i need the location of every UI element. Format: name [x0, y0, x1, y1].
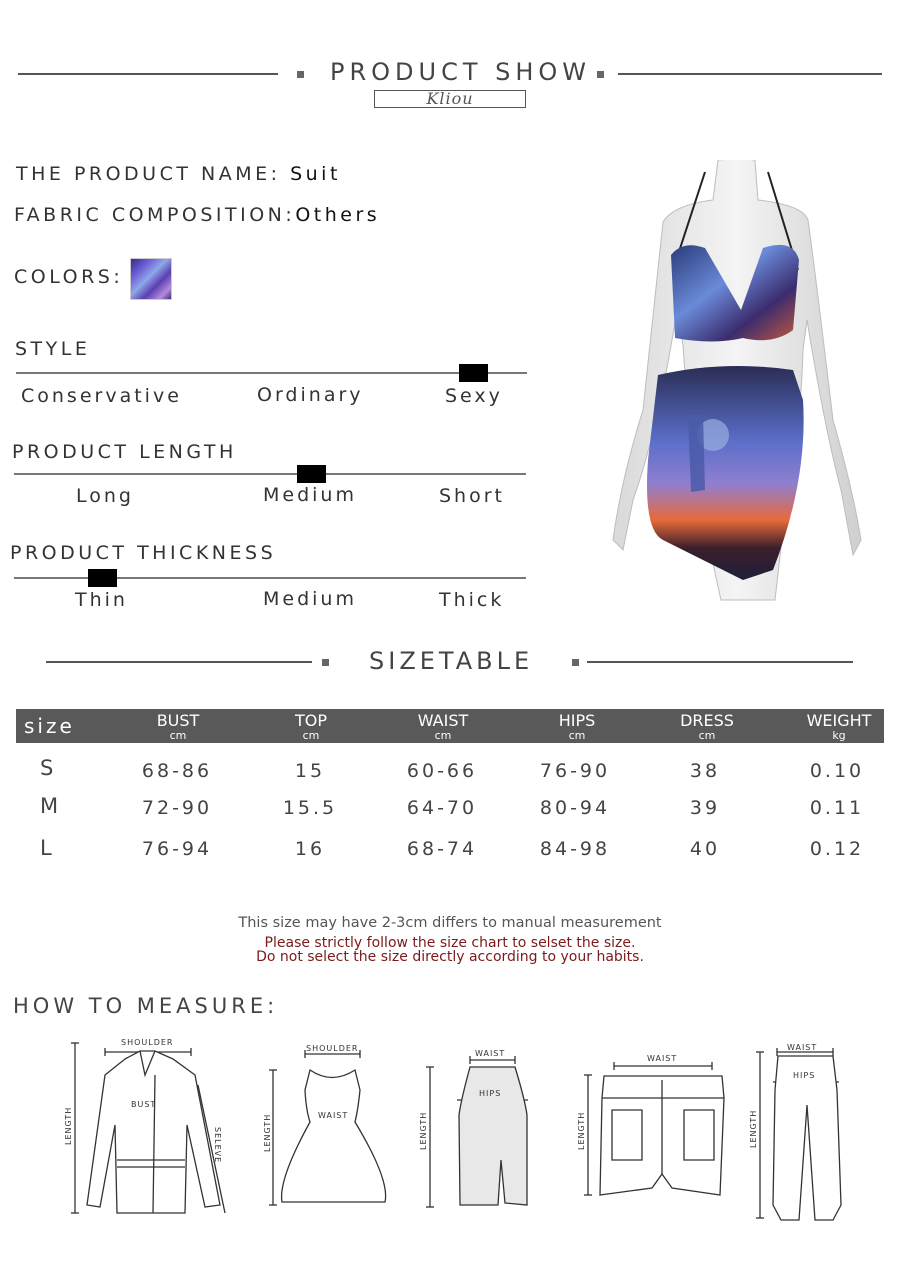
sizetable-dot-right [572, 659, 579, 666]
jacket-sleeve-label: SELEVE [213, 1127, 222, 1164]
skirt-length-label: LENGTH [419, 1111, 428, 1150]
column-header-waist: WAIST cm [417, 711, 469, 742]
scale-line-length [14, 473, 526, 475]
shorts-length-label: LENGTH [577, 1111, 586, 1150]
table-row-size: S [40, 756, 54, 780]
table-cell: 38 [689, 760, 721, 782]
table-cell: 80-94 [539, 797, 611, 819]
product-name-value: Suit [290, 163, 341, 185]
scale-option-medium-thickness: Medium [263, 588, 357, 610]
table-cell: 40 [689, 838, 721, 860]
scale-option-ordinary: Ordinary [257, 384, 364, 406]
scale-option-sexy: Sexy [445, 385, 503, 407]
table-cell: 64-70 [406, 797, 478, 819]
header-rule-left [18, 73, 278, 75]
jacket-bust-label: BUST [131, 1100, 157, 1109]
header-dot-left [297, 71, 304, 78]
pants-measure-diagram [745, 1040, 855, 1225]
column-header-dress: DRESS cm [680, 711, 734, 742]
header-dot-right [597, 71, 604, 78]
table-row-size: L [40, 836, 52, 860]
product-photo [603, 160, 865, 605]
fabric-label: FABRIC COMPOSITION: [14, 204, 296, 226]
scale-option-thin: Thin [75, 589, 128, 611]
scale-marker-length [297, 465, 326, 483]
table-cell: 16 [294, 838, 326, 860]
table-cell: 60-66 [406, 760, 478, 782]
sizetable-rule-left [46, 661, 312, 663]
size-column-header: size [24, 714, 75, 738]
pants-waist-label: WAIST [787, 1043, 818, 1052]
scale-option-short: Short [439, 485, 505, 507]
shorts-waist-label: WAIST [647, 1054, 678, 1063]
scale-title-thickness: PRODUCT THICKNESS [10, 542, 277, 564]
scale-title-style: STYLE [15, 338, 91, 360]
scale-option-conservative: Conservative [21, 385, 182, 407]
jacket-shoulder-label: SHOULDER [121, 1038, 174, 1047]
dress-measure-diagram [260, 1040, 390, 1215]
pants-length-label: LENGTH [749, 1109, 758, 1148]
dress-length-label: LENGTH [263, 1113, 272, 1152]
sizetable-dot-left [322, 659, 329, 666]
scale-title-length: PRODUCT LENGTH [12, 441, 237, 463]
table-cell: 76-94 [141, 838, 213, 860]
brand-logo: Kliou [374, 90, 526, 108]
fabric-value: Others [295, 204, 381, 226]
jacket-length-label: LENGTH [64, 1106, 73, 1145]
scale-option-long: Long [76, 485, 134, 507]
size-table-header [16, 709, 884, 743]
jacket-measure-diagram [55, 1035, 235, 1220]
sizetable-title: SIZETABLE [369, 647, 534, 675]
dress-shoulder-label: SHOULDER [306, 1044, 359, 1053]
table-cell: 68-86 [141, 760, 213, 782]
column-header-bust: BUST cm [156, 711, 200, 742]
table-cell: 68-74 [406, 838, 478, 860]
table-cell: 72-90 [141, 797, 213, 819]
skirt-measure-diagram [415, 1045, 535, 1215]
column-header-weight: WEIGHT kg [806, 711, 872, 742]
size-warning-2: Do not select the size directly according to your habits. [256, 949, 644, 965]
scale-option-medium-length: Medium [263, 484, 357, 506]
product-name-row [16, 163, 341, 185]
scale-option-thick: Thick [439, 589, 505, 611]
size-warning-1: Please strictly follow the size chart to selset the size. [264, 935, 636, 951]
measurement-note: This size may have 2-3cm differs to manual measurement [238, 915, 662, 931]
column-header-hips: HIPS cm [558, 711, 596, 742]
skirt-waist-label: WAIST [475, 1049, 506, 1058]
table-cell: 15 [294, 760, 326, 782]
color-swatch[interactable] [130, 258, 172, 300]
table-cell: 76-90 [539, 760, 611, 782]
table-row-size: M [40, 794, 59, 818]
colors-label: COLORS: [14, 266, 124, 288]
table-cell: 15.5 [282, 797, 338, 819]
table-cell: 0.12 [809, 838, 865, 860]
table-cell: 0.11 [809, 797, 865, 819]
table-cell: 39 [689, 797, 721, 819]
how-to-measure-title: HOW TO MEASURE: [13, 994, 279, 1018]
table-cell: 0.10 [809, 760, 865, 782]
shorts-measure-diagram [572, 1050, 732, 1200]
skirt-hips-label: HIPS [479, 1089, 502, 1098]
header-rule-right [618, 73, 882, 75]
column-header-top: TOP cm [294, 711, 327, 742]
scale-marker-style [459, 364, 488, 382]
product-name-label: THE PRODUCT NAME: [16, 163, 281, 185]
dress-waist-label: WAIST [318, 1111, 349, 1120]
pants-hips-label: HIPS [793, 1071, 816, 1080]
table-cell: 84-98 [539, 838, 611, 860]
fabric-row [14, 204, 380, 226]
scale-line-style [16, 372, 527, 374]
page-title: PRODUCT SHOW [330, 58, 592, 86]
scale-marker-thickness [88, 569, 117, 587]
sizetable-rule-right [587, 661, 853, 663]
